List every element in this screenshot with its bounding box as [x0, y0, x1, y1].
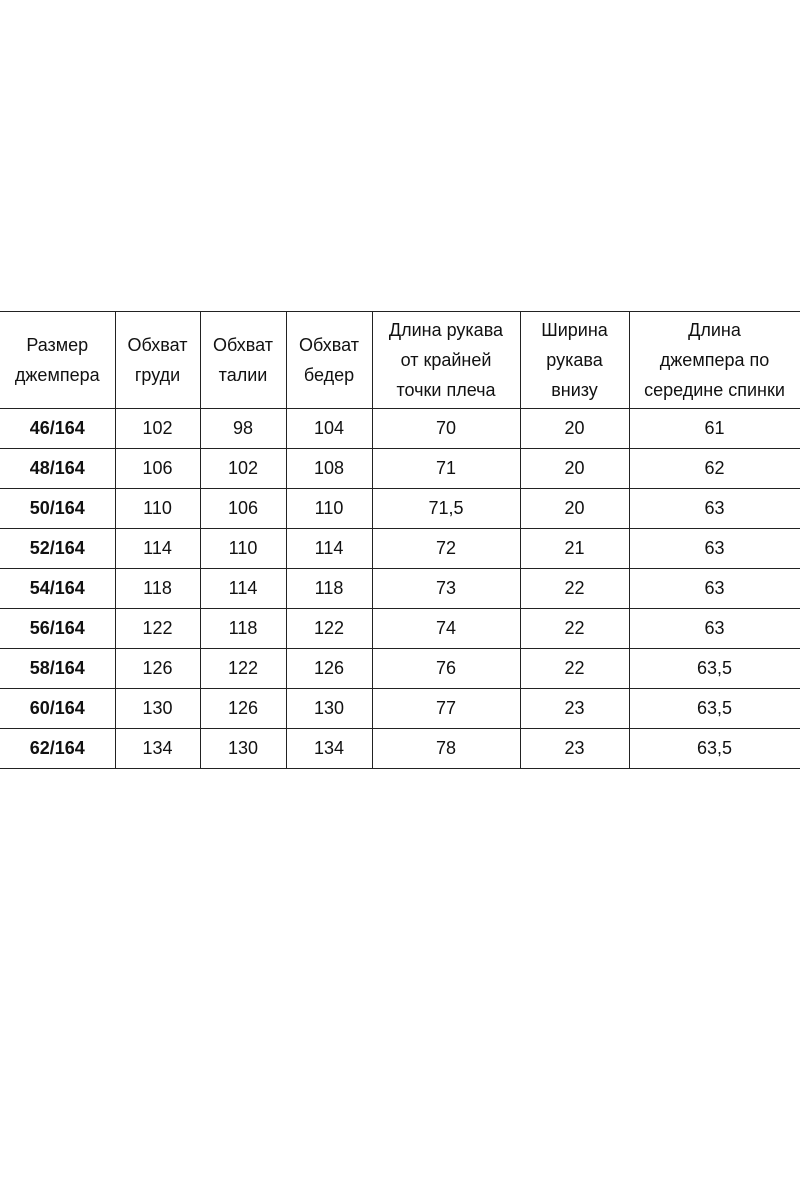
- sleeve-length-cell: 71,5: [372, 489, 520, 529]
- table-row: [0, 489, 800, 529]
- sleeve-length-cell: 70: [372, 409, 520, 449]
- table-row: [0, 449, 800, 489]
- back-length-cell: 63: [629, 489, 800, 529]
- table-row: [0, 649, 800, 689]
- size-cell: 48/164: [0, 449, 115, 489]
- size-cell: 56/164: [0, 609, 115, 649]
- header-chest: Обхват груди: [115, 312, 200, 409]
- hips-cell: 114: [286, 529, 372, 569]
- sleeve-width-cell: 23: [520, 729, 629, 769]
- waist-cell: 102: [200, 449, 286, 489]
- table-row: [0, 729, 800, 769]
- sleeve-length-cell: 76: [372, 649, 520, 689]
- back-length-cell: 62: [629, 449, 800, 489]
- header-size: Размер джемпера: [0, 312, 115, 409]
- size-cell: 58/164: [0, 649, 115, 689]
- back-length-cell: 61: [629, 409, 800, 449]
- waist-cell: 126: [200, 689, 286, 729]
- sleeve-width-cell: 22: [520, 569, 629, 609]
- sleeve-width-cell: 20: [520, 409, 629, 449]
- back-length-cell: 63,5: [629, 649, 800, 689]
- back-length-cell: 63: [629, 529, 800, 569]
- hips-cell: 126: [286, 649, 372, 689]
- waist-cell: 118: [200, 609, 286, 649]
- waist-cell: 122: [200, 649, 286, 689]
- size-cell: 46/164: [0, 409, 115, 449]
- sleeve-width-cell: 23: [520, 689, 629, 729]
- hips-cell: 110: [286, 489, 372, 529]
- chest-cell: 102: [115, 409, 200, 449]
- sleeve-length-cell: 71: [372, 449, 520, 489]
- sleeve-length-cell: 78: [372, 729, 520, 769]
- size-chart-table: [0, 311, 800, 769]
- hips-cell: 122: [286, 609, 372, 649]
- header-hips: Обхват бедер: [286, 312, 372, 409]
- size-cell: 54/164: [0, 569, 115, 609]
- table-row: [0, 529, 800, 569]
- chest-cell: 114: [115, 529, 200, 569]
- size-cell: 52/164: [0, 529, 115, 569]
- waist-cell: 130: [200, 729, 286, 769]
- back-length-cell: 63,5: [629, 729, 800, 769]
- sleeve-length-cell: 73: [372, 569, 520, 609]
- chest-cell: 130: [115, 689, 200, 729]
- hips-cell: 134: [286, 729, 372, 769]
- sleeve-width-cell: 21: [520, 529, 629, 569]
- back-length-cell: 63,5: [629, 689, 800, 729]
- waist-cell: 106: [200, 489, 286, 529]
- header-sleeve-length: Длина рукава от крайней точки плеча: [372, 312, 520, 409]
- table-body: [0, 409, 800, 769]
- table-row: [0, 689, 800, 729]
- back-length-cell: 63: [629, 609, 800, 649]
- sleeve-width-cell: 20: [520, 449, 629, 489]
- table-row: [0, 569, 800, 609]
- waist-cell: 114: [200, 569, 286, 609]
- chest-cell: 126: [115, 649, 200, 689]
- sleeve-length-cell: 77: [372, 689, 520, 729]
- waist-cell: 110: [200, 529, 286, 569]
- chest-cell: 110: [115, 489, 200, 529]
- sleeve-length-cell: 74: [372, 609, 520, 649]
- header-back-length: Длина джемпера по середине спинки: [629, 312, 800, 409]
- sleeve-length-cell: 72: [372, 529, 520, 569]
- hips-cell: 130: [286, 689, 372, 729]
- table-header-row: [0, 312, 800, 409]
- chest-cell: 106: [115, 449, 200, 489]
- header-waist: Обхват талии: [200, 312, 286, 409]
- table-row: [0, 609, 800, 649]
- header-sleeve-width: Ширина рукава внизу: [520, 312, 629, 409]
- hips-cell: 104: [286, 409, 372, 449]
- hips-cell: 118: [286, 569, 372, 609]
- hips-cell: 108: [286, 449, 372, 489]
- back-length-cell: 63: [629, 569, 800, 609]
- sleeve-width-cell: 20: [520, 489, 629, 529]
- size-cell: 50/164: [0, 489, 115, 529]
- sleeve-width-cell: 22: [520, 609, 629, 649]
- sleeve-width-cell: 22: [520, 649, 629, 689]
- chest-cell: 122: [115, 609, 200, 649]
- waist-cell: 98: [200, 409, 286, 449]
- size-cell: 62/164: [0, 729, 115, 769]
- table-row: [0, 409, 800, 449]
- chest-cell: 118: [115, 569, 200, 609]
- chest-cell: 134: [115, 729, 200, 769]
- size-cell: 60/164: [0, 689, 115, 729]
